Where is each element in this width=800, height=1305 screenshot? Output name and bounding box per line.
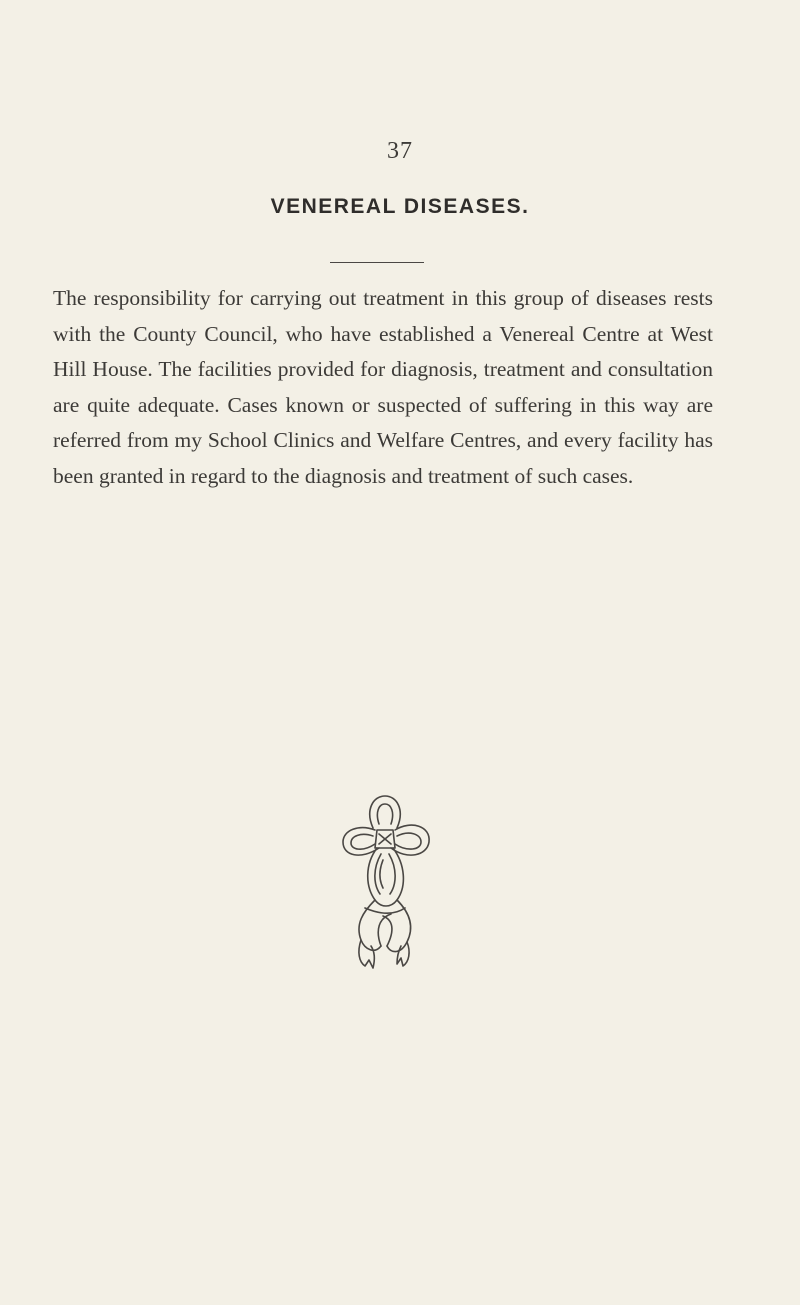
ribbon-bow-ornament-icon [335,790,435,980]
heading-divider [330,262,424,263]
body-paragraph: The responsibility for carrying out treatment in this group of diseases rests with the County Council, who have established a Venereal Centre at West Hill House. The facilities provided for diagnosis, treatment and consultation are quite adequate. Cases known or suspected of suffering in this way are referred from my School Clinics and Welfare Centres, and every facility has been granted in regard to the diagnosis and treatment of such cases. [53,286,713,488]
section-heading: VENEREAL DISEASES. [270,195,530,218]
page-number: 37 [387,138,413,164]
